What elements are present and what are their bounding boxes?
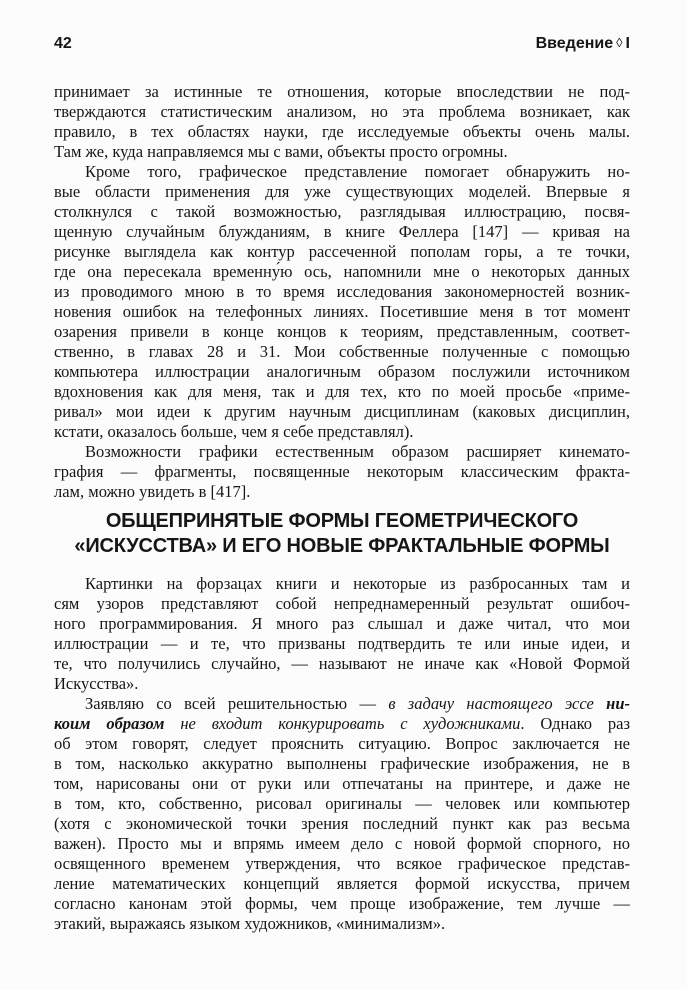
diamond-icon: ◊	[616, 35, 623, 50]
running-head	[536, 35, 630, 52]
text-segment: в задачу настоящего эссе	[388, 694, 607, 713]
text-line	[54, 574, 630, 594]
text-segment: щенную случайным блужданиям, в книге Феллера [147] — кривая на	[54, 222, 630, 241]
text-segment: ного программирования. Я много раз слышал и даже читал, что мои	[54, 614, 630, 633]
text-segment: графия — фрагменты, посвященные некоторым классическим фракта-	[54, 462, 630, 481]
text-line	[54, 322, 630, 342]
text-segment: (хотя с экономической точки зрения последний пункт как раз весьма	[54, 814, 630, 833]
text-segment: Кроме того, графическое представление помогает обнаружить но-	[85, 162, 630, 181]
text-line	[54, 122, 630, 142]
text-line	[54, 442, 630, 462]
text-line	[54, 242, 630, 262]
text-line	[54, 714, 630, 734]
page-number: 42	[54, 35, 72, 52]
text-line	[54, 734, 630, 754]
text-line	[54, 382, 630, 402]
text-line	[54, 262, 630, 282]
text-segment: ривал» мои идеи к другим научным дисциплинам (каковых дисциплин,	[54, 402, 630, 421]
text-line	[54, 282, 630, 302]
text-line	[54, 102, 630, 122]
text-line	[54, 462, 630, 482]
section-heading	[54, 509, 630, 558]
page-body	[54, 82, 630, 934]
text-line	[54, 754, 630, 774]
text-line	[54, 422, 630, 442]
text-line	[54, 82, 630, 102]
paragraph	[54, 694, 630, 934]
text-line	[54, 774, 630, 794]
paragraph	[54, 82, 630, 162]
text-segment: Заявляю со всей решительностью —	[85, 694, 389, 713]
page-header	[54, 35, 630, 52]
text-line	[54, 914, 630, 934]
text-segment: компьютера иллюстрации аналогичным образом послужили источником	[54, 362, 630, 381]
text-line	[54, 674, 630, 694]
text-segment: том, нарисованы они от руки или отпечатаны на принтере, и даже не	[54, 774, 630, 793]
text-segment: ственно, в главах 28 и 31. Мои собственные полученные с помощью	[54, 342, 630, 361]
text-segment: те, что получились случайно, — называют не иначе как «Новой Формой	[54, 654, 630, 673]
text-segment: вые области применения для уже существующих моделей. Впервые я	[54, 182, 630, 201]
text-block-before-heading	[54, 82, 630, 502]
text-segment: рисунке выглядела как контур рассеченной пополам горы, а те точки,	[54, 242, 630, 261]
text-segment: новения ошибок на телефонных линиях. Посетившие меня в тот момент	[54, 302, 630, 321]
text-segment: коим образом	[54, 714, 165, 733]
text-segment: освященного временем утверждения, что всякое графическое представ-	[54, 854, 630, 873]
text-line	[54, 222, 630, 242]
text-segment: правило, в тех областях науки, где исследуемые объекты очень малы.	[54, 122, 630, 141]
text-segment: кстати, оказалось больше, чем я себе представлял).	[54, 422, 414, 441]
text-line	[54, 654, 630, 674]
text-line	[54, 594, 630, 614]
running-head-part: I	[625, 35, 630, 52]
text-segment: озарения привели в конце концов к теориям, представленным, соответ-	[54, 322, 630, 341]
text-line	[54, 794, 630, 814]
text-segment: из проводимого мною в то время исследования закономерностей возник-	[54, 282, 630, 301]
text-segment: ление математических концепций является формой искусства, причем	[54, 874, 630, 893]
text-line	[54, 874, 630, 894]
text-line	[54, 302, 630, 322]
text-segment: иллюстрации — и те, что призваны подтвердить те или иные идеи, и	[54, 634, 630, 653]
text-segment: Искусства».	[54, 674, 139, 693]
text-segment: важен). Просто мы и впрямь имеем дело с новой формой спорного, но	[54, 834, 630, 853]
text-line	[54, 182, 630, 202]
section-heading-line2: «ИСКУССТВА» И ЕГО НОВЫЕ ФРАКТАЛЬНЫЕ ФОРМЫ	[74, 534, 610, 557]
paragraph	[54, 574, 630, 694]
text-segment: тверждаются статистическим анализом, но эта проблема возникает, как	[54, 102, 630, 121]
text-segment: столкнулся с такой возможностью, разглядывая иллюстрацию, посвя-	[54, 202, 630, 221]
text-line	[54, 342, 630, 362]
text-segment: в том, кто, собственно, рисовал оригиналы — человек или компьютер	[54, 794, 630, 813]
text-line	[54, 614, 630, 634]
paragraph	[54, 162, 630, 442]
text-line	[54, 482, 630, 502]
text-segment: об этом говорят, следует прояснить ситуацию. Вопрос заключается не	[54, 734, 630, 753]
text-segment: не входит конкурировать с художниками	[164, 714, 521, 733]
text-line	[54, 834, 630, 854]
text-segment: этакий, выражаясь языком художников, «минимализм».	[54, 914, 446, 933]
section-heading-line1: ОБЩЕПРИНЯТЫЕ ФОРМЫ ГЕОМЕТРИЧЕСКОГО	[105, 510, 579, 532]
running-head-chapter: Введение	[535, 35, 614, 52]
text-segment: ни-	[606, 694, 630, 713]
text-segment: сям узоров представляют собой непреднамеренный результат ошибоч-	[54, 594, 630, 613]
text-segment: Там же, куда направляемся мы с вами, объекты просто огромны.	[54, 142, 508, 161]
paragraph	[54, 442, 630, 502]
text-segment: Возможности графики естественным образом расширяет кинемато-	[85, 442, 630, 461]
text-line	[54, 634, 630, 654]
text-line	[54, 142, 630, 162]
text-segment: в том, насколько аккуратно выполнены графические изображения, не в	[54, 754, 630, 773]
text-line	[54, 694, 630, 714]
text-line	[54, 894, 630, 914]
text-segment: лам, можно увидеть в [417].	[54, 482, 251, 501]
text-block-after-heading	[54, 574, 630, 934]
text-segment: вдохновения как для меня, так и для тех, кто по моей просьбе «приме-	[54, 382, 630, 401]
text-line	[54, 362, 630, 382]
text-line	[54, 814, 630, 834]
text-segment: где она пересекала временну́ю ось, напомнили мне о некоторых данных	[54, 262, 630, 281]
text-line	[54, 854, 630, 874]
text-segment: . Однако раз	[520, 714, 631, 733]
text-segment: согласно канонам этой формы, чем проще изображение, тем лучше —	[54, 894, 630, 913]
text-line	[54, 162, 630, 182]
text-segment: принимает за истинные те отношения, которые впоследствии не под-	[54, 82, 630, 101]
text-segment: Картинки на форзацах книги и некоторые из разбросанных там и	[85, 574, 630, 593]
text-line	[54, 402, 630, 422]
text-line	[54, 202, 630, 222]
